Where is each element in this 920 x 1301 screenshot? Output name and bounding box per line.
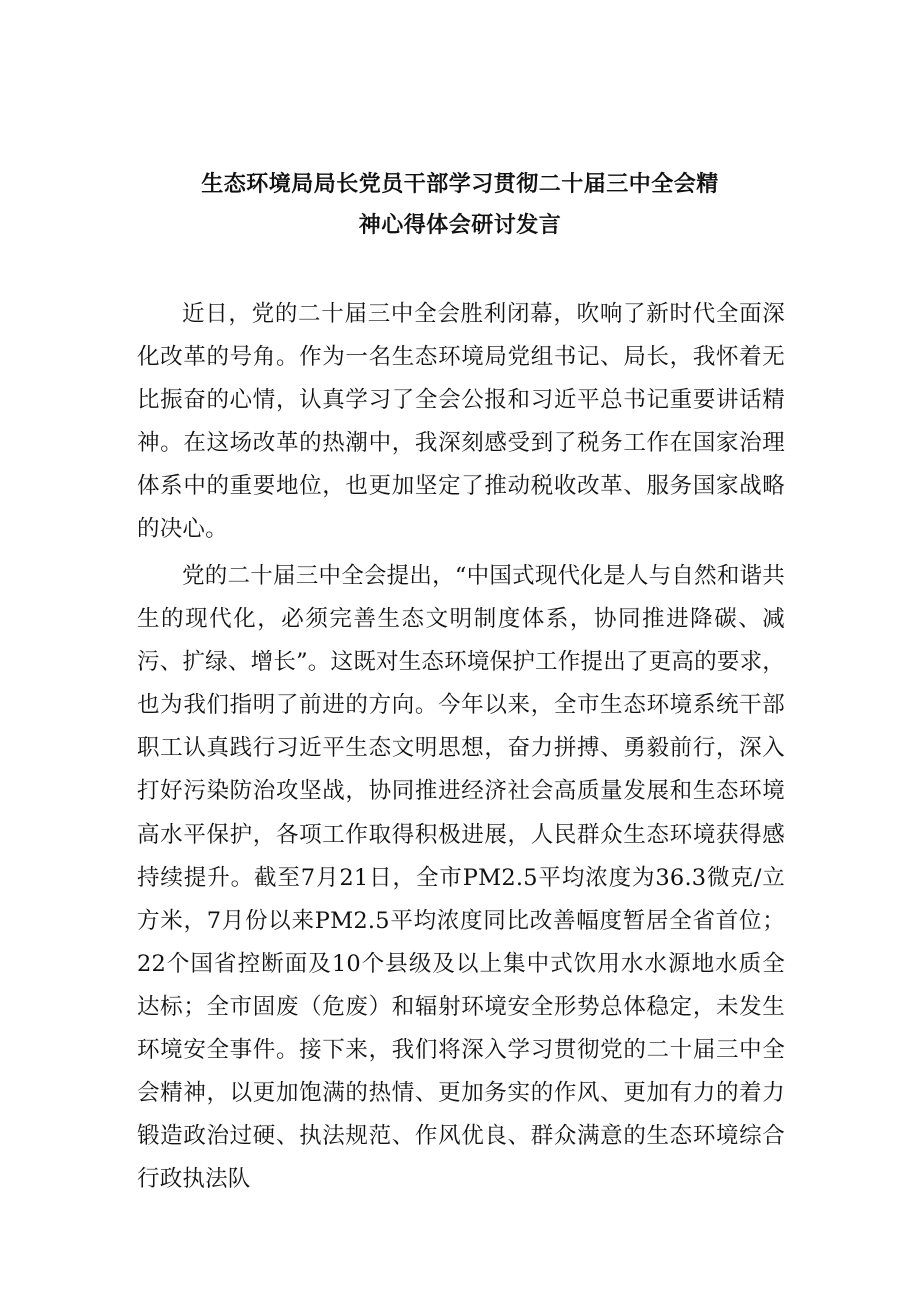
body-paragraph-2: 党的二十届三中全会提出，“中国式现代化是人与自然和谐共生的现代化，必须完善生态文明制度体系，协同推进降碳、减污、扩绿、增长”。这既对生态环境保护工作提出了更高的要求，也为我们指明了前进的方向。今年以来，全市生态环境系统干部职工认真践行习近平生态文明思想，奋力拼搏、勇毅前行，深入打好污染防治攻坚战，协同推进经济社会高质量发展和生态环境高水平保护，各项工作取得积极进展，人民群众生态环境获得感持续提升。截至7月21日，全市PM2.5平均浓度为36.3微克/立方米，7月份以来PM2.5平均浓度同比改善幅度暂居全省首位；22个国省控断面及10个县级及以上集中式饮用水水源地水质全达标；全市固废（危废）和辐射环境安全形势总体稳定，未发生环境安全事件。接下来，我们将深入学习贯彻党的二十届三中全会精神，以更加饱满的热情、更加务实的作风、更加有力的着力锻造政治过硬、执法规范、作风优良、群众满意的生态环境综合行政执法队 <box>137 563 785 1193</box>
document-title-line-2: 神心得体会研讨发言 <box>358 213 562 238</box>
body-paragraph-1: 近日，党的二十届三中全会胜利闭幕，吹响了新时代全面深化改革的号角。作为一名生态环境局党组书记、局长，我怀着无比振奋的心情，认真学习了全会公报和习近平总书记重要讲话精神。在这场改革的热潮中，我深刻感受到了税务工作在国家治理体系中的重要地位，也更加坚定了推动税收改革、服务国家战略的决心。 <box>137 301 785 543</box>
document-title-line-1: 生态环境局局长党员干部学习贯彻二十届三中全会精 <box>201 172 719 197</box>
